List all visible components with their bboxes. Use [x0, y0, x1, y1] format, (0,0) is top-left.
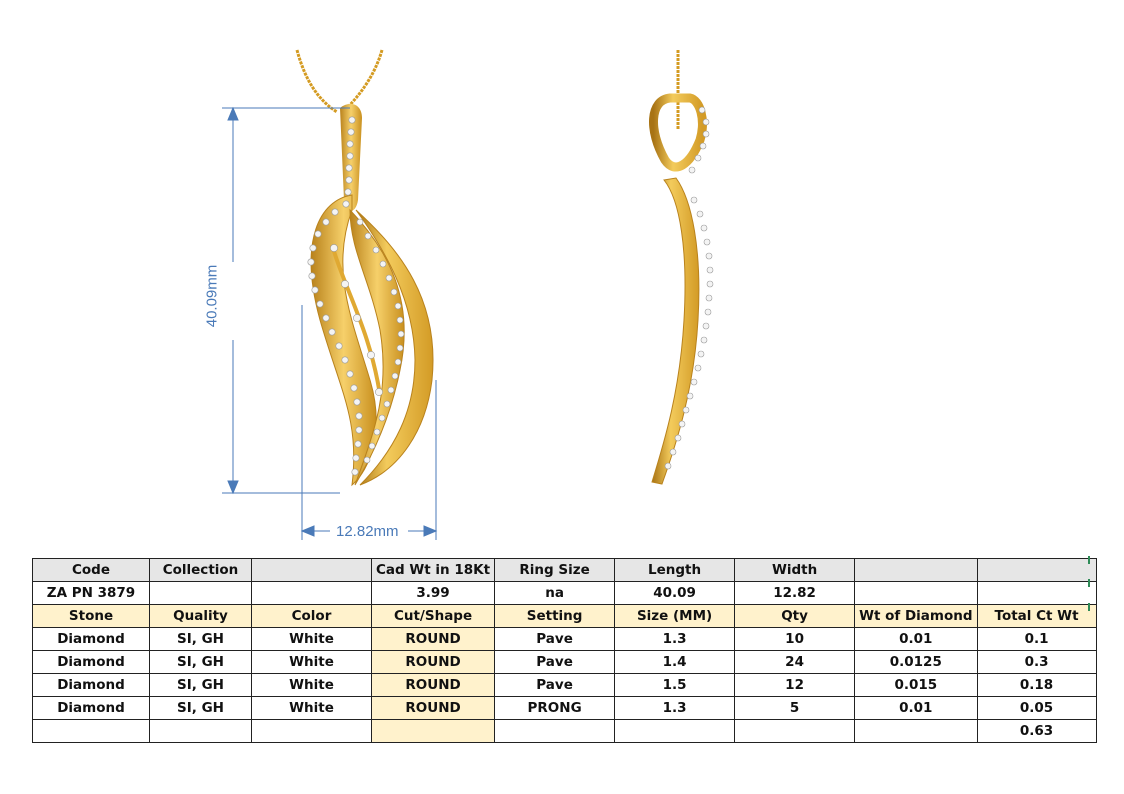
total-cell: 0.18	[977, 674, 1096, 697]
header-cell	[855, 559, 977, 582]
edge-marker	[1088, 579, 1090, 587]
empty-cell	[33, 720, 150, 743]
edge-marker	[1088, 603, 1090, 611]
setting-cell: PRONG	[495, 697, 615, 720]
quality-cell: SI, GH	[150, 651, 252, 674]
edge-marker	[1088, 556, 1090, 564]
value-cell: 12.82	[735, 582, 855, 605]
size-cell: 1.5	[615, 674, 735, 697]
header-cell: Collection	[150, 559, 252, 582]
quality-cell: SI, GH	[150, 674, 252, 697]
total-ct-wt-cell: 0.63	[977, 720, 1096, 743]
width-dimension-label: 12.82mm	[336, 523, 399, 540]
value-cell	[855, 582, 977, 605]
table-row	[33, 697, 1097, 720]
spec-table	[32, 558, 1097, 743]
header-cell: Color	[252, 605, 372, 628]
header-cell: Setting	[495, 605, 615, 628]
table-row	[33, 628, 1097, 651]
quality-cell: SI, GH	[150, 628, 252, 651]
size-cell: 1.4	[615, 651, 735, 674]
total-cell: 0.1	[977, 628, 1096, 651]
value-cell: na	[495, 582, 615, 605]
total-cell: 0.3	[977, 651, 1096, 674]
total-row	[33, 720, 1097, 743]
cut-cell: ROUND	[372, 651, 495, 674]
total-cell: 0.05	[977, 697, 1096, 720]
setting-cell: Pave	[495, 651, 615, 674]
color-cell: White	[252, 628, 372, 651]
header-cell: Cut/Shape	[372, 605, 495, 628]
cut-cell: ROUND	[372, 674, 495, 697]
size-cell: 1.3	[615, 697, 735, 720]
value-cell: 40.09	[615, 582, 735, 605]
front-chain	[297, 50, 382, 112]
empty-cell	[615, 720, 735, 743]
value-cell: 3.99	[372, 582, 495, 605]
height-dimension-label: 40.09mm	[203, 264, 221, 328]
empty-cell	[735, 720, 855, 743]
size-cell: 1.3	[615, 628, 735, 651]
table-row	[33, 651, 1097, 674]
color-cell: White	[252, 674, 372, 697]
qty-cell: 5	[735, 697, 855, 720]
header-cell: Stone	[33, 605, 150, 628]
empty-cell	[495, 720, 615, 743]
product-values-row	[33, 582, 1097, 605]
header-cell	[252, 559, 372, 582]
value-cell	[252, 582, 372, 605]
quality-cell: SI, GH	[150, 697, 252, 720]
header-cell: Code	[33, 559, 150, 582]
header-cell: Width	[735, 559, 855, 582]
wt-cell: 0.01	[855, 697, 977, 720]
stone-cell: Diamond	[33, 628, 150, 651]
header-cell: Cad Wt in 18Kt	[372, 559, 495, 582]
empty-cell	[855, 720, 977, 743]
header-cell	[977, 559, 1096, 582]
header-cell: Size (MM)	[615, 605, 735, 628]
header-cell: Quality	[150, 605, 252, 628]
stone-cell: Diamond	[33, 674, 150, 697]
color-cell: White	[252, 697, 372, 720]
front-view-pendant	[308, 104, 433, 485]
wt-cell: 0.01	[855, 628, 977, 651]
empty-cell	[252, 720, 372, 743]
value-cell	[977, 582, 1096, 605]
stone-cell: Diamond	[33, 697, 150, 720]
empty-cell	[150, 720, 252, 743]
setting-cell: Pave	[495, 674, 615, 697]
header-cell: Length	[615, 559, 735, 582]
color-cell: White	[252, 651, 372, 674]
qty-cell: 10	[735, 628, 855, 651]
stone-cell: Diamond	[33, 651, 150, 674]
qty-cell: 12	[735, 674, 855, 697]
value-cell	[150, 582, 252, 605]
value-cell: ZA PN 3879	[33, 582, 150, 605]
setting-cell: Pave	[495, 628, 615, 651]
table-row	[33, 674, 1097, 697]
side-view-pendant	[652, 50, 713, 484]
header-cell: Total Ct Wt	[977, 605, 1096, 628]
wt-cell: 0.015	[855, 674, 977, 697]
empty-cell	[372, 720, 495, 743]
wt-cell: 0.0125	[855, 651, 977, 674]
qty-cell: 24	[735, 651, 855, 674]
cut-cell: ROUND	[372, 628, 495, 651]
header-cell: Qty	[735, 605, 855, 628]
header-cell: Ring Size	[495, 559, 615, 582]
cut-cell: ROUND	[372, 697, 495, 720]
product-header-row	[33, 559, 1097, 582]
stone-header-row	[33, 605, 1097, 628]
header-cell: Wt of Diamond	[855, 605, 977, 628]
